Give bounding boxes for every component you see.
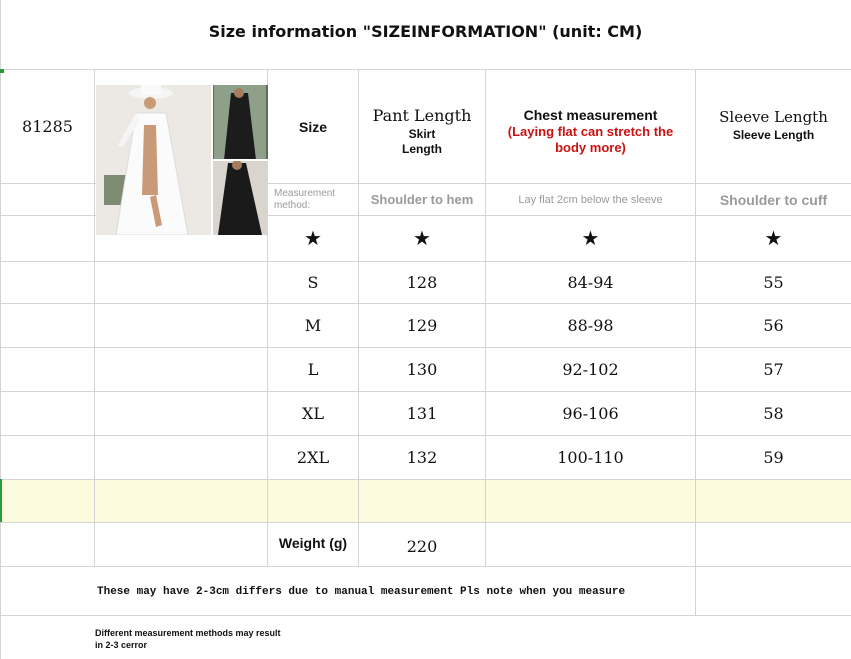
- header-pant-length-sub: Skirt Length: [402, 127, 442, 156]
- size-cell: M: [304, 316, 322, 335]
- row-marker: [0, 479, 2, 522]
- size-cell: XL: [301, 404, 324, 423]
- method-sleeve: Shoulder to cuff: [719, 191, 828, 208]
- size-cell: 2XL: [296, 448, 330, 467]
- method-note: [95, 627, 355, 651]
- header-chest-note: (Laying flat can stretch the body more): [507, 124, 674, 155]
- sleeve-cell: 58: [763, 404, 784, 423]
- product-photo: [96, 85, 268, 235]
- size-cell: L: [307, 360, 319, 379]
- length-cell: 128: [406, 273, 438, 292]
- header-chest: Chest measurement: [523, 107, 658, 123]
- chest-cell: 88-98: [567, 316, 614, 335]
- grid-line: [0, 479, 851, 480]
- header-sleeve: Sleeve Length: [719, 108, 828, 126]
- sleeve-cell: 59: [763, 448, 784, 467]
- star-icon: ★: [581, 228, 600, 250]
- grid-line: [0, 69, 851, 70]
- header-chest-cell: [486, 107, 695, 156]
- length-cell: 132: [406, 448, 438, 467]
- star-icon: ★: [304, 228, 322, 250]
- length-cell: 129: [406, 316, 438, 335]
- chest-cell: 92-102: [562, 360, 619, 379]
- method-note-line-2: in 2-3 cerror: [95, 640, 148, 650]
- star-icon: ★: [764, 228, 783, 250]
- highlight-row: [0, 479, 851, 522]
- weight-label: Weight (g): [278, 535, 348, 551]
- header-size: Size: [298, 118, 327, 135]
- grid-line: [0, 566, 851, 567]
- header-pant-length: Pant Length: [372, 106, 472, 125]
- length-cell: 131: [406, 404, 438, 423]
- grid-line: [94, 69, 95, 567]
- page-title: Size information "SIZEINFORMATION" (unit: CM): [208, 22, 643, 41]
- product-code: 81285: [22, 117, 73, 136]
- star-icon: ★: [413, 228, 431, 250]
- sleeve-cell: 55: [763, 273, 784, 292]
- method-label: Measurement method:: [274, 188, 336, 211]
- method-note-line-1: Different measurement methods may result: [95, 628, 281, 638]
- header-sleeve-cell: [696, 108, 851, 142]
- chest-cell: 100-110: [557, 448, 624, 467]
- header-pant-length-cell: [359, 106, 485, 157]
- sleeve-cell: 57: [763, 360, 784, 379]
- header-sleeve-sub: Sleeve Length: [732, 128, 815, 142]
- size-cell: S: [307, 273, 319, 292]
- sleeve-cell: 56: [763, 316, 784, 335]
- measurement-note: These may have 2-3cm differs due to manual measurement Pls note when you measure: [97, 586, 626, 598]
- chest-cell: 84-94: [567, 273, 614, 292]
- grid-line: [0, 522, 851, 523]
- chest-cell: 96-106: [562, 404, 619, 423]
- weight-value: 220: [406, 536, 438, 556]
- method-pant: Shoulder to hem: [370, 192, 474, 207]
- method-chest: Lay flat 2cm below the sleeve: [518, 193, 663, 206]
- length-cell: 130: [406, 360, 438, 379]
- grid-line: [0, 615, 851, 616]
